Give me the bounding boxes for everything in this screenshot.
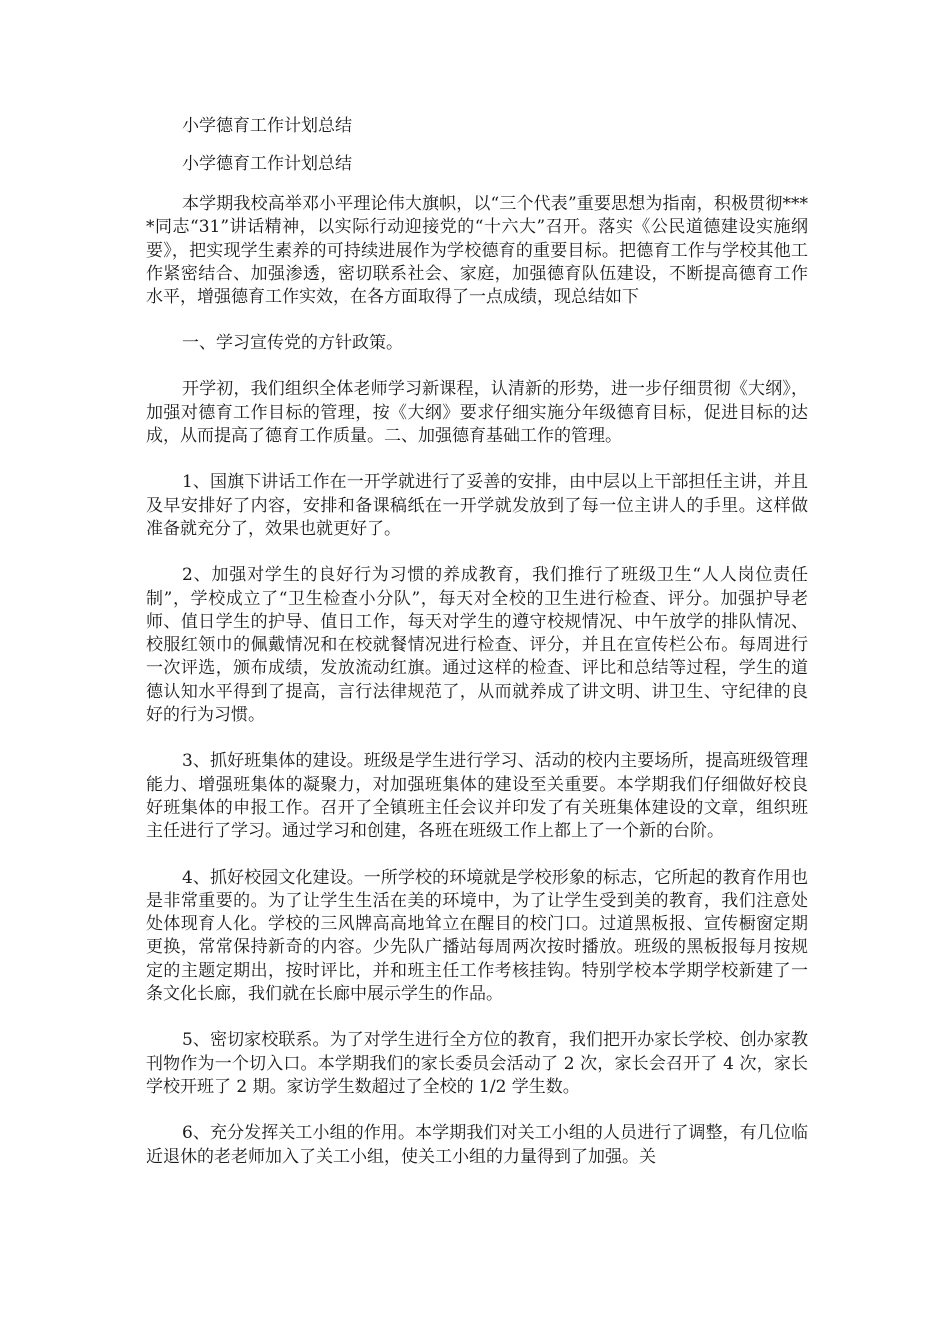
item-paragraph-1: 1、国旗下讲话工作在一开学就进行了妥善的安排，由中层以上干部担任主讲，并且及早安排好了内容，安排和备课稿纸在一开学就发放到了每一位主讲人的手里。这样做准备就充分了，效果也就更好了。 xyxy=(146,472,808,539)
document-page xyxy=(146,112,808,1192)
item-paragraph-5: 5、密切家校联系。为了对学生进行全方位的教育，我们把开办家长学校、创办家教刊物作为一个切入口。本学期我们的家长委员会活动了 2 次，家长会召开了 4 次，家长学校开班了 2 期。家访学生数超过了全校的 1/2 学生数。 xyxy=(146,1030,808,1097)
section-heading: 一、学习宣传党的方针政策。 xyxy=(182,333,403,354)
item-paragraph-4: 4、抓好校园文化建设。一所学校的环境就是学校形象的标志，它所起的教育作用也是非常重要的。为了让学生生活在美的环境中，为了让学生受到美的教育，我们注意处处体现育人化。学校的三风牌高高地耸立在醒目的校门口。过道黑板报、宣传橱窗定期更换，常常保持新奇的内容。少先队广播站每周两次按时播放。班级的黑板报每月按规定的主题定期出，按时评比，并和班主任工作考核挂钩。特别学校本学期学校新建了一条文化长廊，我们就在长廊中展示学生的作品。 xyxy=(146,867,808,1005)
item-paragraph-2: 2、加强对学生的良好行为习惯的养成教育，我们推行了班级卫生“人人岗位责任制”，学校成立了“卫生检查小分队”，每天对全校的卫生进行检查、评分。加强护导老师、值日学生的护导、值日工作，每天对学生的遵守校规情况、中午放学的排队情况、校服红领巾的佩戴情况和在校就餐情况进行检查、评分，并且在宣传栏公布。每周进行一次评选，颁布成绩，发放流动红旗。通过这样的检查、评比和总结等过程，学生的道德认知水平得到了提高，言行法律规范了，从而就养成了讲文明、讲卫生、守纪律的良好的行为习惯。 xyxy=(146,565,808,726)
section-paragraph: 开学初，我们组织全体老师学习新课程，认清新的形势，进一步仔细贯彻《大纲》，加强对德育工作目标的管理，按《大纲》要求仔细实施分年级德育目标，促进目标的达成，从而提高了德育工作质量。二、加强德育基础工作的管理。 xyxy=(146,379,808,447)
intro-paragraph: 本学期我校高举邓小平理论伟大旗帜，以“三个代表”重要思想为指南，积极贯彻****同志“31”讲话精神，以实际行动迎接党的“十六大”召开。落实《公民道德建设实施纲要》，把实现学生素养的可持续进展作为学校德育的重要目标。把德育工作与学校其他工作紧密结合、加强渗透，密切联系社会、家庭，加强德育队伍建设，不断提高德育工作水平，增强德育工作实效，在各方面取得了一点成绩，现总结如下 xyxy=(146,194,808,308)
document-title: 小学德育工作计划总结 xyxy=(182,116,352,136)
document-subtitle: 小学德育工作计划总结 xyxy=(182,154,352,174)
item-paragraph-3: 3、抓好班集体的建设。班级是学生进行学习、活动的校内主要场所，提高班级管理能力、增强班集体的凝聚力，对加强班集体的建设至关重要。本学期我们仔细做好校良好班集体的申报工作。召开了全镇班主任会议并印发了有关班集体建设的文章，组织班主任进行了学习。通过学习和创建，各班在班级工作上都上了一个新的台阶。 xyxy=(146,751,808,842)
item-paragraph-6: 6、充分发挥关工小组的作用。本学期我们对关工小组的人员进行了调整，有几位临近退休的老老师加入了关工小组，使关工小组的力量得到了加强。关 xyxy=(146,1123,808,1167)
